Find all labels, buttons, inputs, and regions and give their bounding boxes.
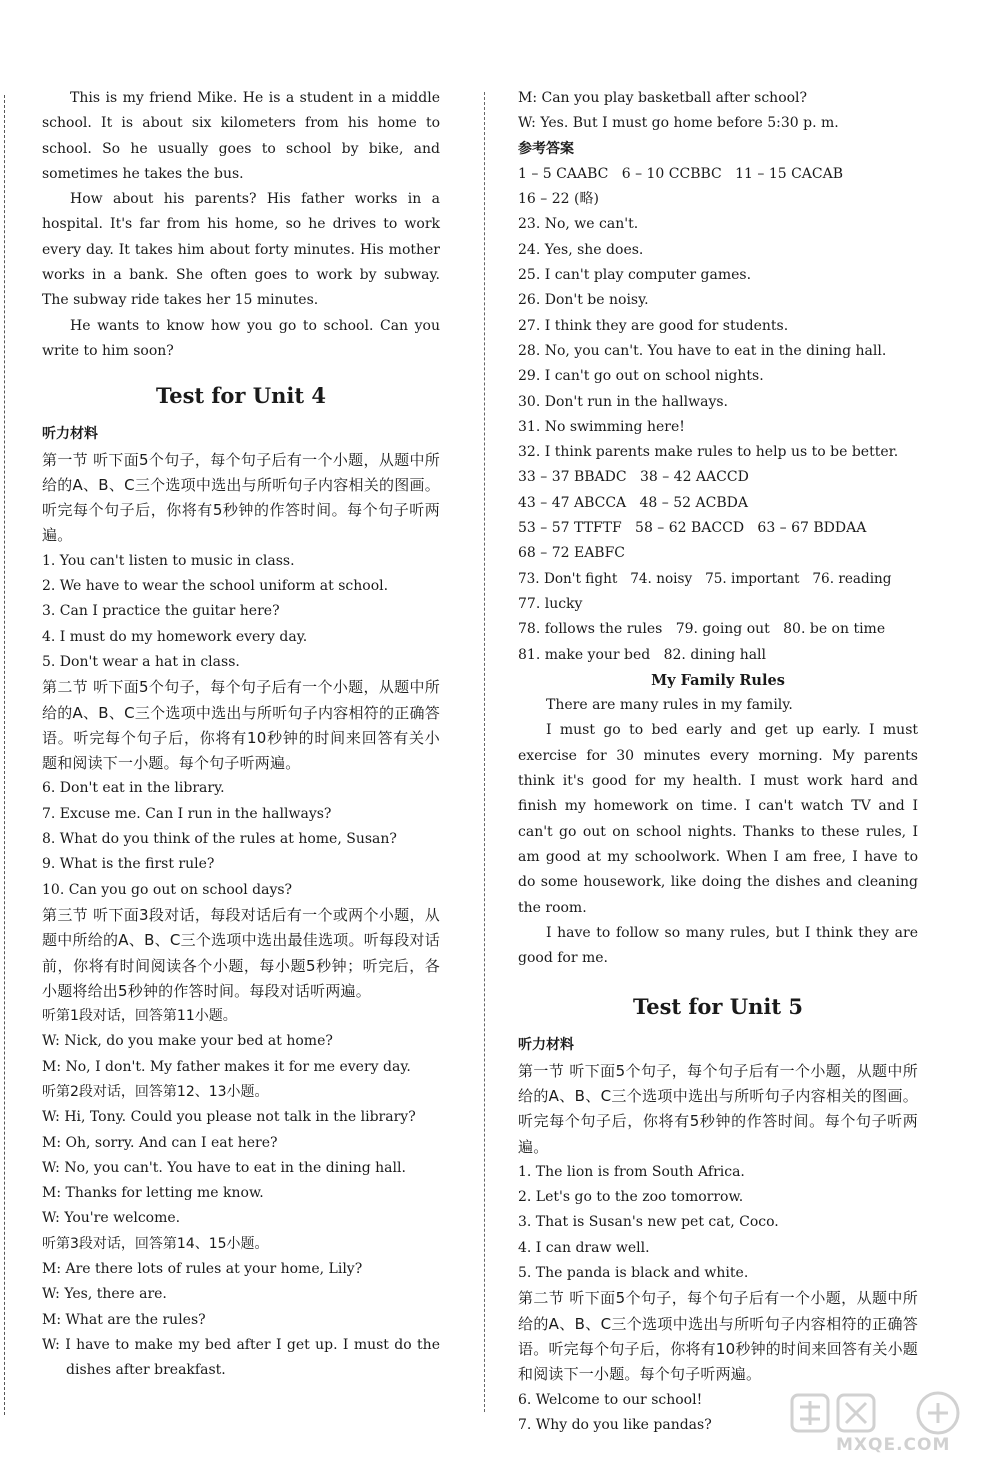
answer-line: 23. No, we can't. [518, 216, 639, 233]
intro-paragraph-2: How about his parents? His father works in a hospital. It's far from his home, so he drives to work every day. It takes him about forty minutes. His mother works in a bank. She often goes to work by subway. The subway ride takes her 15 minutes. [42, 191, 440, 309]
answer-line: 43 – 47 ABCCA 48 – 52 ACBDA [518, 494, 748, 511]
watermark [788, 1389, 978, 1459]
list-item: 3. Can I practice the guitar here? [42, 603, 280, 620]
dialogue-line: M: Oh, sorry. And can I eat here? [42, 1134, 278, 1151]
unit5-section1-instructions: 第一节 听下面5个句子，每个句子后有一个小题，从题中所给的A、B、C三个选项中选出与所听句子内容相关的图画。听完每个句子后，你将有5秒钟的作答时间。每个句子听两遍。 [518, 1061, 918, 1156]
unit4-section3-instructions: 第三节 听下面3段对话，每段对话后有一个或两个小题，从题中所给的A、B、C三个选项中选出最佳选项。听每段对话前，你将有时间阅读各个小题，每小题5秒钟；听完后，各小题将给出5秒钟的作答时间。每段对话听两遍。 [42, 905, 440, 1000]
dialogue-line: M: Can you play basketball after school? [518, 90, 808, 106]
dialogue-line: M: No, I don't. My father makes it for me every day. [42, 1058, 411, 1075]
list-item: 8. What do you think of the rules at home, Susan? [42, 831, 397, 848]
dialogue-line: W: Yes. But I must go home before 5:30 p. m. [518, 115, 839, 132]
dialogue-line: W: Hi, Tony. Could you please not talk in the library? [42, 1109, 416, 1126]
intro-paragraph-1: This is my friend Mike. He is a student in a middle school. It is about six kilometers from his home to school. So he usually goes to school by bike, and sometimes he takes the bus. [42, 90, 440, 182]
list-item: 6. Welcome to our school! [518, 1391, 703, 1408]
dialogue-line: M: Are there lots of rules at your home, Lily? [42, 1261, 363, 1278]
answer-line: 28. No, you can't. You have to eat in the dining hall. [518, 342, 887, 359]
list-item: 9. What is the first rule? [42, 856, 215, 873]
answer-line: 68 – 72 EABFC [518, 545, 626, 562]
list-item: 3. That is Susan's new pet cat, Coco. [518, 1214, 779, 1231]
left-column [42, 86, 440, 1384]
answer-line: 27. I think they are good for students. [518, 317, 789, 334]
answer-line: 32. I think parents make rules to help us to be better. [518, 444, 899, 461]
essay-paragraph-1: There are many rules in my family. [546, 697, 793, 714]
dialogue-line: M: Thanks for letting me know. [42, 1185, 264, 1202]
answer-line: 26. Don't be noisy. [518, 292, 649, 309]
column-divider [484, 92, 485, 1412]
essay-paragraph-2: I must go to bed early and get up early. I must exercise for 30 minutes every morning. My parents think it's good for my health. I must work hard and finish my homework on time. I can't watch TV and I can't go out on school nights. Thanks to these rules, I am good at my schoolwork. When I am free, I have to do some housework, like doing the dishes and cleaning the room. [518, 722, 918, 916]
list-item: 1. You can't listen to music in class. [42, 552, 295, 569]
answer-line: 1 – 5 CAABC 6 – 10 CCBBC 11 – 15 CACAB [518, 165, 844, 182]
answers-heading: 参考答案 [518, 140, 574, 157]
list-item: 2. We have to wear the school uniform at school. [42, 578, 389, 595]
answer-line: 31. No swimming here! [518, 418, 685, 435]
unit5-listening-heading: 听力材料 [518, 1037, 574, 1054]
dialogue-line: W: You're welcome. [42, 1210, 181, 1227]
right-column [518, 86, 918, 1438]
dialogue-line: M: What are the rules? [42, 1311, 206, 1328]
dialogue-line: W: No, you can't. You have to eat in the dining hall. [42, 1159, 406, 1176]
answer-line: 16 – 22 (略) [518, 191, 599, 208]
unit4-section2-instructions: 第二节 听下面5个句子，每个句子后有一个小题，从题中所给的A、B、C三个选项中选出与所听句子内容相符的正确答语。听完每个句子后，你将有10秒钟的时间来回答有关小题和阅读下一小题。每个句子听两遍。 [42, 678, 440, 773]
list-item: 1. The lion is from South Africa. [518, 1163, 745, 1180]
dialogue-line: 听第1段对话，回答第11小题。 [42, 1008, 237, 1025]
answer-line: 30. Don't run in the hallways. [518, 393, 728, 410]
answer-line: 73. Don't fight 74. noisy 75. important 76. reading [518, 570, 892, 587]
dialogue-line: 听第3段对话，回答第14、15小题。 [42, 1235, 269, 1252]
unit4-section1-instructions: 第一节 听下面5个句子，每个句子后有一个小题，从题中所给的A、B、C三个选项中选出与所听句子内容相关的图画。听完每个句子后，你将有5秒钟的作答时间。每个句子听两遍。 [42, 450, 440, 545]
answer-line: 77. lucky [518, 595, 583, 612]
dialogue-line: 听第2段对话，回答第12、13小题。 [42, 1083, 269, 1100]
answer-line: 33 – 37 BBADC 38 – 42 AACCD [518, 469, 749, 486]
answer-line: 53 – 57 TTFTF 58 – 62 BACCD 63 – 67 BDDAA [518, 520, 867, 537]
answer-line: 25. I can't play computer games. [518, 267, 752, 284]
list-item: 4. I can draw well. [518, 1239, 650, 1256]
list-item: 4. I must do my homework every day. [42, 628, 308, 645]
list-item: 5. Don't wear a hat in class. [42, 653, 240, 670]
essay-paragraph-3: I have to follow so many rules, but I think they are good for me. [518, 924, 918, 967]
answer-line: 78. follows the rules 79. going out 80. be on time [518, 621, 886, 638]
unit5-section2-instructions: 第二节 听下面5个句子，每个句子后有一个小题，从题中所给的A、B、C三个选项中选出与所听句子内容相符的正确答语。听完每个句子后，你将有10秒钟的时间来回答有关小题和阅读下一小题。每个句子听两遍。 [518, 1289, 918, 1384]
list-item: 6. Don't eat in the library. [42, 780, 225, 797]
unit5-title: Test for Unit 5 [632, 994, 803, 1020]
dialogue-line: W: Yes, there are. [42, 1286, 167, 1303]
unit4-listening-heading: 听力材料 [42, 426, 98, 443]
list-item: 10. Can you go out on school days? [42, 881, 293, 898]
watermark-text: MXQE.COM [836, 1435, 951, 1455]
answer-line: 81. make your bed 82. dining hall [518, 646, 767, 663]
list-item: 5. The panda is black and white. [518, 1265, 749, 1282]
essay-title: My Family Rules [651, 671, 785, 689]
answer-line: 24. Yes, she does. [518, 241, 644, 258]
list-item: 2. Let's go to the zoo tomorrow. [518, 1189, 744, 1206]
list-item: 7. Why do you like pandas? [518, 1416, 712, 1433]
answer-line: 29. I can't go out on school nights. [518, 368, 764, 385]
unit4-title: Test for Unit 4 [155, 383, 326, 409]
binding-edge-line [4, 95, 5, 1415]
answer-logo-icon [788, 1389, 978, 1437]
intro-paragraph-3: He wants to know how you go to school. Can you write to him soon? [42, 317, 440, 359]
dialogue-line: W: I have to make my bed after I get up. I must do the dishes after breakfast. [42, 1336, 440, 1379]
list-item: 7. Excuse me. Can I run in the hallways? [42, 805, 332, 822]
dialogue-line: W: Nick, do you make your bed at home? [42, 1033, 333, 1050]
